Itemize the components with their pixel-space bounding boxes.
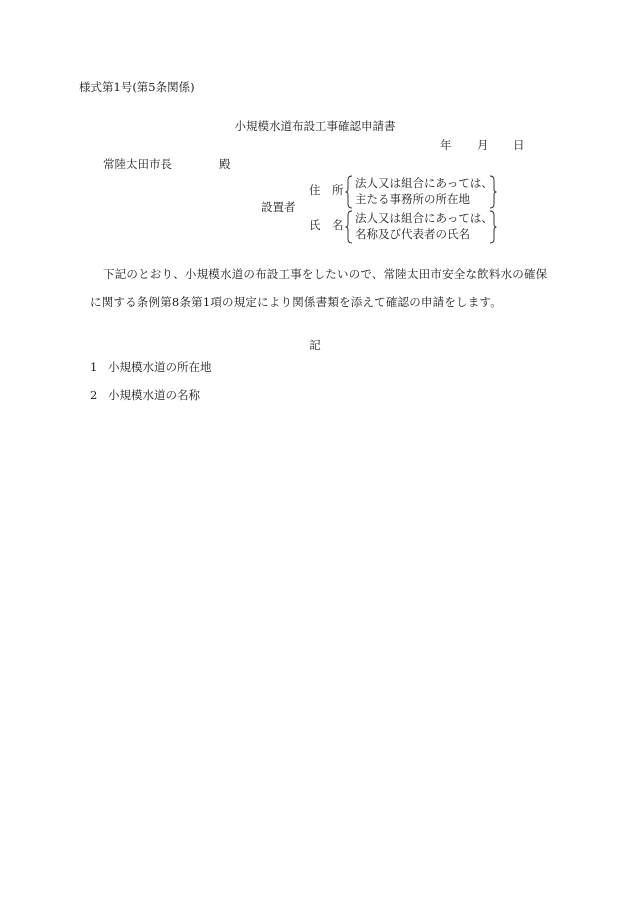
addressee-name: 常陸太田市長 [103, 157, 172, 171]
installer-label: 設置者 [261, 200, 296, 214]
name-note-line1: 法人又は組合にあっては、 [355, 211, 493, 225]
body-text-line1: 下記のとおり、小規模水道の布設工事をしたいので、常陸太田市安全な飲料水の確保 [103, 267, 548, 281]
address-label: 住 所 [309, 183, 344, 197]
list-item-text: 小規模水道の名称 [108, 388, 200, 402]
list-item-number: 2 [90, 388, 98, 402]
list-item-text: 小規模水道の所在地 [108, 360, 212, 374]
list-item [90, 362, 212, 374]
date-year-label: 年 [440, 138, 452, 152]
address-note-line1: 法人又は組合にあっては、 [355, 176, 493, 190]
right-brace-icon [489, 210, 497, 244]
left-brace-icon [345, 175, 353, 209]
ki-heading: 記 [309, 338, 321, 352]
name-note-bracket [347, 210, 495, 244]
address-note-bracket [347, 175, 495, 209]
left-brace-icon [345, 210, 353, 244]
right-brace-icon [489, 175, 497, 209]
addressee-honorific: 殿 [219, 157, 231, 171]
name-label: 氏 名 [309, 218, 344, 232]
body-text-line2: に関する条例第8条第1項の規定により関係書類を添えて確認の申請をします。 [90, 295, 502, 309]
document-title: 小規模水道布設工事確認申請書 [234, 119, 396, 133]
form-number: 様式第1号(第5条関係) [79, 80, 195, 94]
date-day-label: 日 [513, 138, 525, 152]
list-item [90, 390, 200, 402]
date-month-label: 月 [477, 138, 489, 152]
address-note-line2: 主たる事務所の所在地 [355, 192, 470, 206]
name-note-line2: 名称及び代表者の氏名 [355, 227, 470, 241]
list-item-number: 1 [90, 360, 98, 374]
